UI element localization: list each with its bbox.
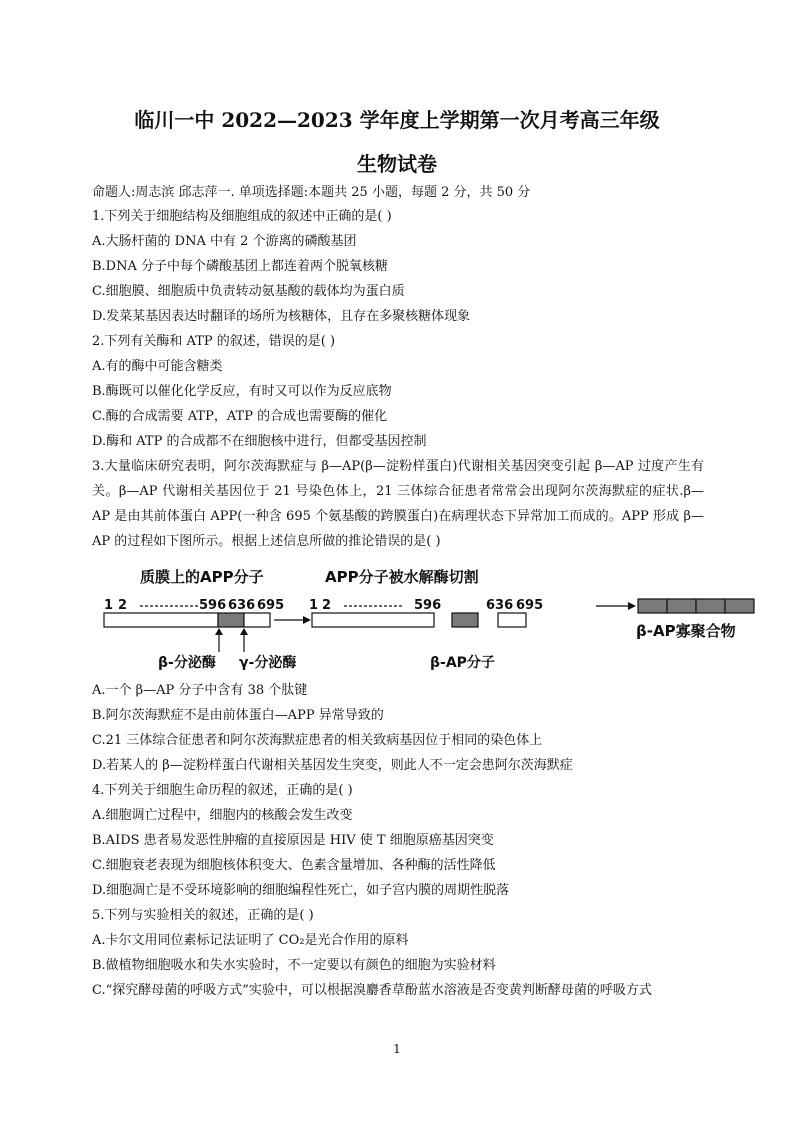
q2-option-a: A.有的酶中可能含糖类 [92, 359, 223, 374]
num-636-right: 636 [486, 598, 514, 613]
aggregate-unit-4 [725, 599, 754, 613]
q1-option-b: B.DNA 分子中每个磷酸基团上都连着两个脱氧核糖 [92, 259, 389, 274]
q2-stem: 2.下列有关酶和 ATP 的叙述，错误的是( ) [92, 334, 336, 349]
num-1-left: 1 [104, 598, 114, 613]
exam-title: 临川一中 2022—2023 学年度上学期第一次月考高三年级 [134, 108, 660, 132]
num-2-left: 2 [118, 598, 128, 613]
app-processing-diagram [100, 562, 760, 674]
num-596-left: 596 [199, 598, 227, 613]
num-636-left: 636 [228, 598, 256, 613]
q4-option-d: D.细胞凋亡是不受环境影响的细胞编程性死亡，如子宫内膜的周期性脱落 [92, 883, 510, 898]
q1-option-c: C.细胞膜、细胞质中负责转动氨基酸的载体均为蛋白质 [92, 284, 405, 299]
q3-stem: 3.大量临床研究表明，阿尔茨海默症与 β—AP(β—淀粉样蛋白)代谢相关基因突变引起 β—AP 过度产生有关。β—AP 代谢相关基因位于 21 号染色体上，21 三体综合征患者常常会出现阿尔茨海默症的症状.β—AP 是由其前体蛋白 APP(一种含 695 个氨基酸的跨膜蛋白)在病理状态下异常加工而成的。APP 形成 β—AP 的过程如下图所示。根据上述信息所做的推论错误的是( ) [92, 459, 704, 549]
author-line: 命题人:周志滨 邱志萍一. 单项选择题:本题共 25 小题，每题 2 分，共 50 分 [92, 185, 531, 200]
q3-option-c: C.21 三体综合征患者和阿尔茨海默症患者的相关致病基因位于相同的染色体上 [92, 733, 543, 748]
q5-option-b: B.做植物细胞吸水和失水实验时，不一定要以有颜色的细胞为实验材料 [92, 958, 496, 973]
cut-beta-ap-fragment [452, 613, 478, 627]
num-695-right: 695 [516, 598, 544, 613]
app-left-segment [104, 613, 218, 627]
label-beta-ap-molecule: β-AP分子 [430, 655, 495, 671]
q3-option-d: D.若某人的 β—淀粉样蛋白代谢相关基因发生突变，则此人不一定会患阿尔茨海默症 [92, 758, 573, 773]
num-596-right: 596 [414, 598, 442, 613]
q2-option-b: B.酶既可以催化化学反应，有时又可以作为反应底物 [92, 384, 392, 399]
label-app-membrane: 质膜上的APP分子 [140, 568, 264, 586]
aggregate-unit-2 [667, 599, 696, 613]
q3-option-b: B.阿尔茨海默症不是由前体蛋白—APP 异常导致的 [92, 708, 384, 723]
label-gamma-secretase: γ-分泌酶 [239, 655, 297, 671]
cut-left-fragment [312, 613, 434, 627]
app-beta-ap-segment [218, 613, 244, 627]
q5-option-c: C.“探究酵母菌的呼吸方式”实验中，可以根据溴麝香草酚蓝水溶液是否变黄判断酵母菌的呼吸方式 [92, 983, 652, 998]
q3-option-a: A.一个 β—AP 分子中含有 38 个肽键 [92, 683, 308, 698]
label-beta-secretase: β-分泌酶 [158, 655, 216, 671]
q4-stem: 4.下列关于细胞生命历程的叙述，正确的是( ) [92, 783, 353, 798]
num-2-right: 2 [322, 598, 332, 613]
aggregate-unit-3 [696, 599, 725, 613]
q4-option-b: B.AIDS 患者易发恶性肿瘤的直接原因是 HIV 使 T 细胞原癌基因突变 [92, 833, 494, 848]
q4-option-a: A.细胞调亡过程中，细胞内的核酸会发生改变 [92, 808, 353, 823]
cut-right-fragment [498, 613, 526, 627]
page-number: 1 [393, 1042, 401, 1056]
exam-subtitle: 生物试卷 [357, 152, 437, 176]
q5-stem: 5.下列与实验相关的叙述，正确的是( ) [92, 908, 314, 923]
q2-option-c: C.酶的合成需要 ATP，ATP 的合成也需要酶的催化 [92, 409, 388, 424]
q1-stem: 1.下列关于细胞结构及细胞组成的叙述中正确的是( ) [92, 209, 392, 224]
num-695-left: 695 [257, 598, 285, 613]
label-beta-ap-aggregate: β-AP寡聚合物 [636, 622, 736, 640]
aggregate-unit-1 [638, 599, 667, 613]
label-app-cut: APP分子被水解酶切割 [325, 568, 479, 586]
num-1-right: 1 [309, 598, 319, 613]
q1-option-d: D.发菜某基因表达时翻译的场所为核糖体，且存在多聚核糖体现象 [92, 309, 471, 324]
q2-option-d: D.酶和 ATP 的合成都不在细胞核中进行，但都受基因控制 [92, 434, 427, 449]
app-right-segment [244, 613, 270, 627]
q5-option-a: A.卡尔文用同位素标记法证明了 CO₂是光合作用的原料 [92, 933, 409, 948]
q4-option-c: C.细胞衰老表现为细胞核体积变大、色素含量增加、各种酶的活性降低 [92, 858, 496, 873]
q1-option-a: A.大肠杆菌的 DNA 中有 2 个游离的磷酸基团 [92, 234, 357, 249]
